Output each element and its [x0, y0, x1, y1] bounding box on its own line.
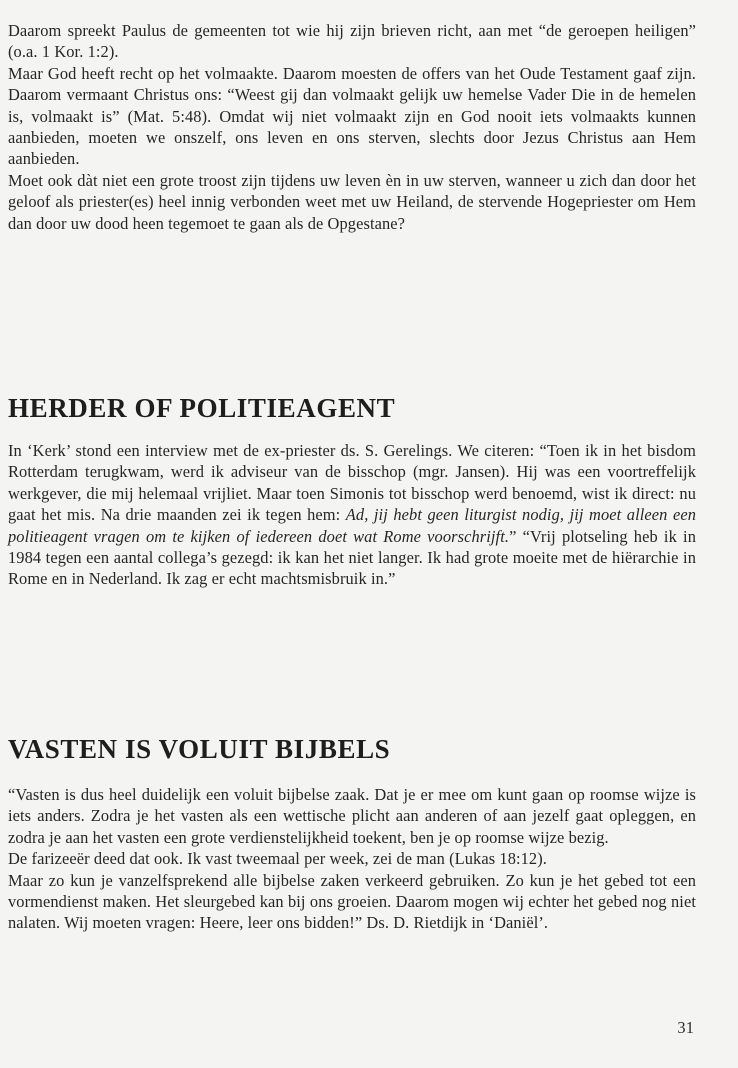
article-herder-body [8, 440, 696, 590]
intro-paragraph-1: Daarom spreekt Paulus de gemeenten tot wie hij zijn brieven richt, aan met “de geroepen heiligen” (o.a. 1 Kor. 1:2). [8, 21, 696, 62]
intro-paragraph-2: Maar God heeft recht op het volmaakte. Daarom moesten de offers van het Oude Testament gaaf zijn. Daarom vermaant Christus ons: “Weest gij dan volmaakt gelijk uw hemelse Vader Die in de hemelen is, volmaakt is” (Mat. 5:48). Omdat wij niet volmaakt zijn en God nooit iets volmaakts kunnen aanbieden, moeten we onszelf, ons leven en ons sterven, slechts door Jezus Christus aan Hem aanbieden. [8, 63, 696, 169]
page-number: 31 [677, 1018, 694, 1037]
article-vasten-paragraph-1: “Vasten is dus heel duidelijk een voluit bijbelse zaak. Dat je er mee om kunt gaan op roomse wijze is iets anders. Zodra je het vasten als een wettische plicht aan anderen of aan jezelf gaat opleggen, en zodra je aan het vasten een grote verdienstelijkheid toekent, ben je op roomse wijze bezig. [8, 785, 696, 847]
intro-section [8, 20, 696, 234]
intro-paragraph-3: Moet ook dàt niet een grote troost zijn tijdens uw leven èn in uw sterven, wanneer u zich dan door het geloof als priester(es) heel innig verbonden weet met uw Heiland, de stervende Hogepriester om Hem dan door uw dood heen tegemoet te gaan als de Opgestane? [8, 170, 696, 233]
article-vasten-paragraph-3: Maar zo kun je vanzelfsprekend alle bijbelse zaken verkeerd gebruiken. Zo kun je het gebed tot een vormendienst maken. Het sleurgebed kan bij ons groeien. Daarom mogen wij echter het gebed nog niet nalaten. Wij moeten vragen: Heere, leer ons bidden!” Ds. D. Rietdijk in ‘Daniël’. [8, 870, 696, 933]
article-vasten-body [8, 784, 696, 934]
article-herder-italic-quote: Ad, jij hebt geen liturgist nodig, jij moet alleen een politieagent vragen om te kijken of iedereen doet wat Rome voorschrijft. [8, 505, 696, 546]
article-vasten-paragraph-2: De farizeeër deed dat ook. Ik vast tweemaal per week, zei de man (Lukas 18:12). [8, 849, 547, 869]
article-herder-paragraph [8, 440, 696, 590]
article-heading-vasten: VASTEN IS VOLUIT BIJBELS [8, 734, 391, 764]
article-herder-text-b: ” “Vrij plotseling heb ik in 1984 tegen een aantal collega’s gezegd: ik kan het niet langer. Ik had grote moeite met de hiërarchie in Rome en in Nederland. Ik zag er echt machtsmisbruik in.” [8, 526, 696, 589]
article-heading-herder: HERDER OF POLITIEAGENT [8, 393, 396, 423]
article-herder-text-a: In ‘Kerk’ stond een interview met de ex-priester ds. S. Gerelings. We citeren: “Toen ik in het bisdom Rotterdam terugkwam, werd ik adviseur van de bisschop (mgr. Jansen). Hij was een voortreffelijk werkgever, die mij helemaal vrijliet. Maar toen Simonis tot bisschop werd benoemd, wist ik direct: nu gaat het mis. Na drie maanden zei ik tegen hem: [8, 441, 696, 525]
